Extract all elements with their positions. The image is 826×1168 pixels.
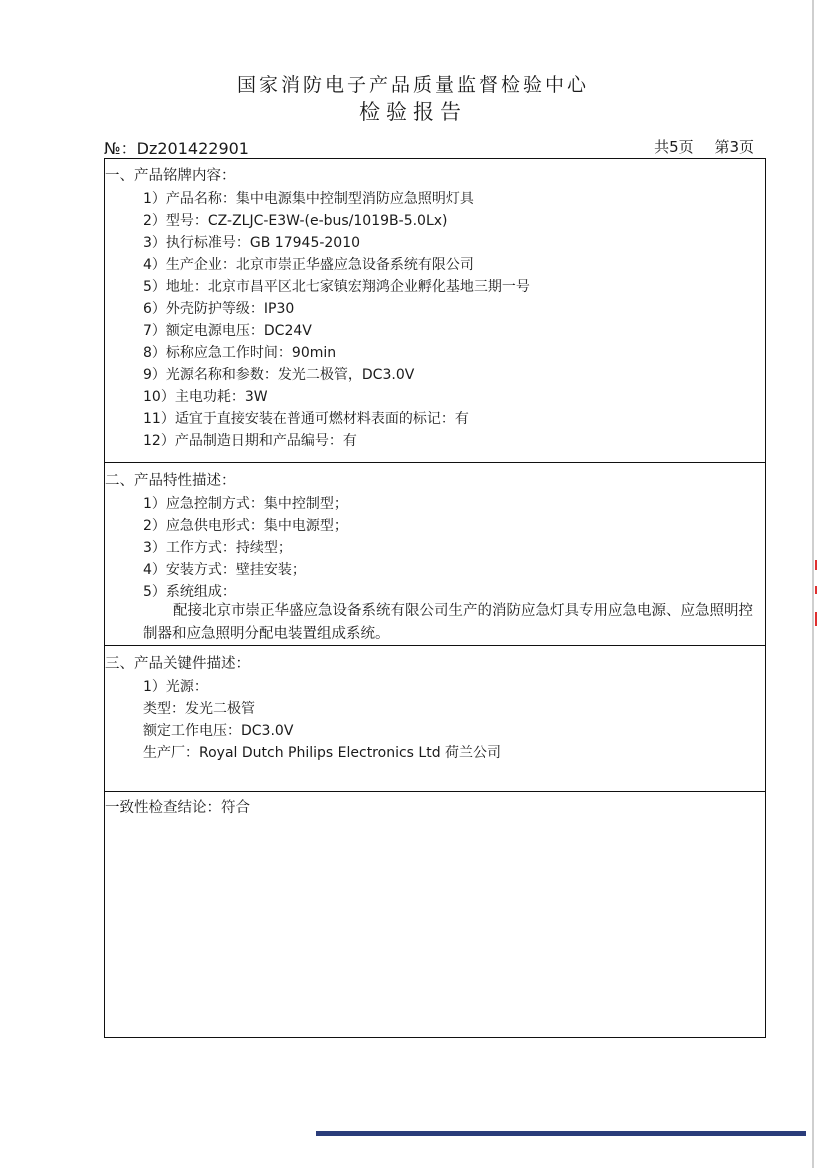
scan-bottom-bar (316, 1131, 806, 1136)
list-item: 9）光源名称和参数：发光二极管，DC3.0V (143, 367, 415, 383)
list-item: 5）系统组成： (143, 584, 236, 600)
list-item: 10）主电功耗：3W (143, 389, 268, 405)
key-components-section (105, 646, 765, 792)
document-title: 检验报告 (359, 100, 467, 124)
scan-mark (815, 586, 817, 594)
scan-mark (815, 612, 817, 626)
list-item: 类型：发光二极管 (143, 701, 255, 717)
scan-mark (815, 560, 817, 570)
list-item: 3）工作方式：持续型； (143, 540, 292, 556)
conformity-section (105, 792, 765, 1038)
list-item: 2）应急供电形式：集中电源型； (143, 518, 348, 534)
list-item: 12）产品制造日期和产品编号：有 (143, 433, 357, 449)
report-table (104, 158, 766, 1038)
list-item: 6）外壳防护等级：IP30 (143, 301, 295, 317)
list-item: 1）产品名称：集中电源集中控制型消防应急照明灯具 (143, 191, 474, 207)
org-title: 国家消防电子产品质量监督检验中心 (236, 74, 589, 96)
nameplate-section (105, 159, 765, 463)
list-item: 额定工作电压：DC3.0V (143, 723, 294, 739)
page-info (638, 136, 754, 157)
nameplate-heading: 一、产品铭牌内容： (105, 168, 236, 184)
characteristics-heading: 二、产品特性描述： (105, 473, 236, 489)
conformity-conclusion: 一致性检查结论：符合 (105, 800, 250, 816)
list-item: 7）额定电源电压：DC24V (143, 323, 312, 339)
characteristics-section (105, 463, 765, 646)
list-item: 8）标称应急工作时间：90min (143, 345, 337, 361)
report-number: №：Dz201422901 (104, 139, 249, 158)
list-item: 生产厂：Royal Dutch Philips Electronics Ltd 荷兰公司 (143, 745, 502, 761)
current-page: 第3页 (714, 138, 754, 156)
list-item: 2）型号：CZ-ZLJC-E3W-(e-bus/1019B-5.0Lx) (143, 213, 448, 229)
system-composition: 配接北京市崇正华盛应急设备系统有限公司生产的消防应急灯具专用应急电源、应急照明控制器和应急照明分配电装置组成系统。 (143, 603, 753, 642)
list-item: 11）适宜于直接安装在普通可燃材料表面的标记：有 (143, 411, 469, 427)
total-pages: 共5页 (654, 138, 694, 156)
list-item: 1）应急控制方式：集中控制型； (143, 496, 348, 512)
list-item: 4）安装方式：壁挂安装； (143, 562, 306, 578)
scan-edge (812, 0, 814, 1168)
list-item: 1）光源： (143, 679, 208, 695)
list-item: 3）执行标准号：GB 17945-2010 (143, 235, 361, 251)
list-item: 5）地址：北京市昌平区北七家镇宏翔鸿企业孵化基地三期一号 (143, 279, 530, 295)
list-item: 4）生产企业：北京市崇正华盛应急设备系统有限公司 (143, 257, 474, 273)
key-components-heading: 三、产品关键件描述： (105, 656, 250, 672)
